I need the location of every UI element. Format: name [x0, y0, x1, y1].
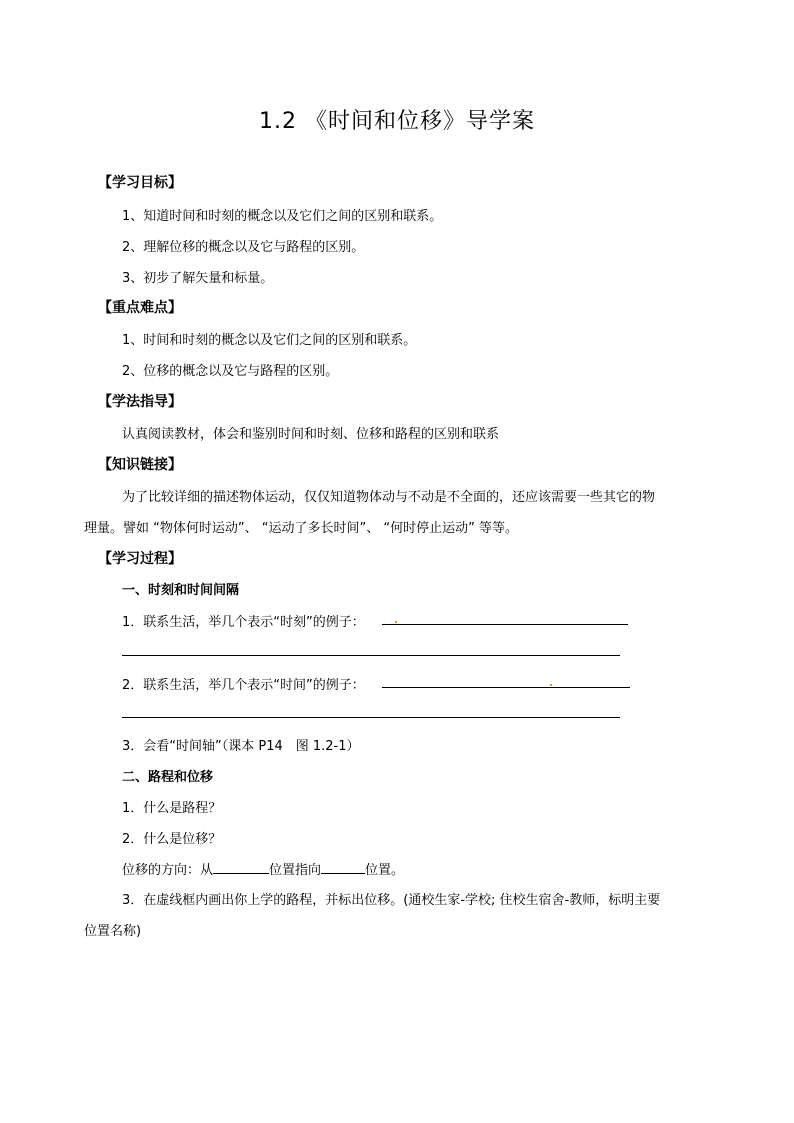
- answer-line[interactable]: [122, 717, 620, 718]
- direction-text-to: 位置指向: [269, 863, 322, 878]
- displacement-direction: [122, 859, 404, 878]
- cursor-mark: [550, 684, 552, 686]
- page-title: 1.2 《时间和位移》导学案: [259, 109, 535, 134]
- part1-title: 一、时刻和时间间隔: [122, 583, 240, 598]
- knowledge-text-line1: 为了比较详细的描述物体运动，仅仅知道物体动与不动是不全面的，还应该需要一些其它的物: [122, 490, 656, 505]
- part2-title: 二、路程和位移: [122, 770, 214, 785]
- direction-text-end: 位置。: [365, 863, 405, 878]
- key-point-item: 1、时间和时刻的概念以及它们之间的区别和联系。: [122, 333, 417, 348]
- method-text: 认真阅读教材，体会和鉴别时间和时刻、位移和路程的区别和联系: [122, 427, 500, 442]
- question-draw-route-line2: 位置名称): [84, 924, 142, 939]
- goal-item: 3、初步了解矢量和标量。: [122, 271, 274, 286]
- section-heading-method: 【学法指导】: [98, 394, 182, 410]
- question-moment-examples: 1．联系生活，举几个表示“时刻”的例子：: [122, 615, 365, 630]
- section-heading-knowledge: 【知识链接】: [98, 457, 182, 473]
- goal-item: 1、知道时间和时刻的概念以及它们之间的区别和联系。: [122, 209, 443, 224]
- question-displacement: 2．什么是位移？: [122, 832, 222, 847]
- question-time-examples: 2．联系生活，举几个表示“时间”的例子：: [122, 678, 365, 693]
- blank-end-position[interactable]: [321, 861, 365, 874]
- answer-line[interactable]: [122, 655, 620, 656]
- question-path: 1．什么是路程？: [122, 801, 222, 816]
- blank-start-position[interactable]: [213, 861, 269, 874]
- section-heading-process: 【学习过程】: [98, 551, 182, 567]
- question-draw-route-line1: 3．在虚线框内画出你上学的路程，并标出位移。(通校生家-学校; 住校生宿舍-教师，标明主要: [122, 893, 661, 908]
- goal-item: 2、理解位移的概念以及它与路程的区别。: [122, 240, 365, 255]
- answer-line[interactable]: [382, 624, 628, 625]
- knowledge-text-line2: 理量。譬如 “物体何时运动”、 “运动了多长时间”、 “何时停止运动” 等等。: [84, 521, 518, 536]
- question-timeline: 3．会看“时间轴”（课本 P14 图 1.2-1）: [122, 739, 360, 754]
- section-heading-goals: 【学习目标】: [98, 175, 182, 191]
- key-point-item: 2、位移的概念以及它与路程的区别。: [122, 364, 339, 379]
- cursor-mark: [395, 621, 397, 623]
- section-heading-key-points: 【重点难点】: [98, 300, 182, 316]
- direction-text-from: 位移的方向：从: [122, 863, 214, 878]
- answer-line[interactable]: [382, 687, 630, 688]
